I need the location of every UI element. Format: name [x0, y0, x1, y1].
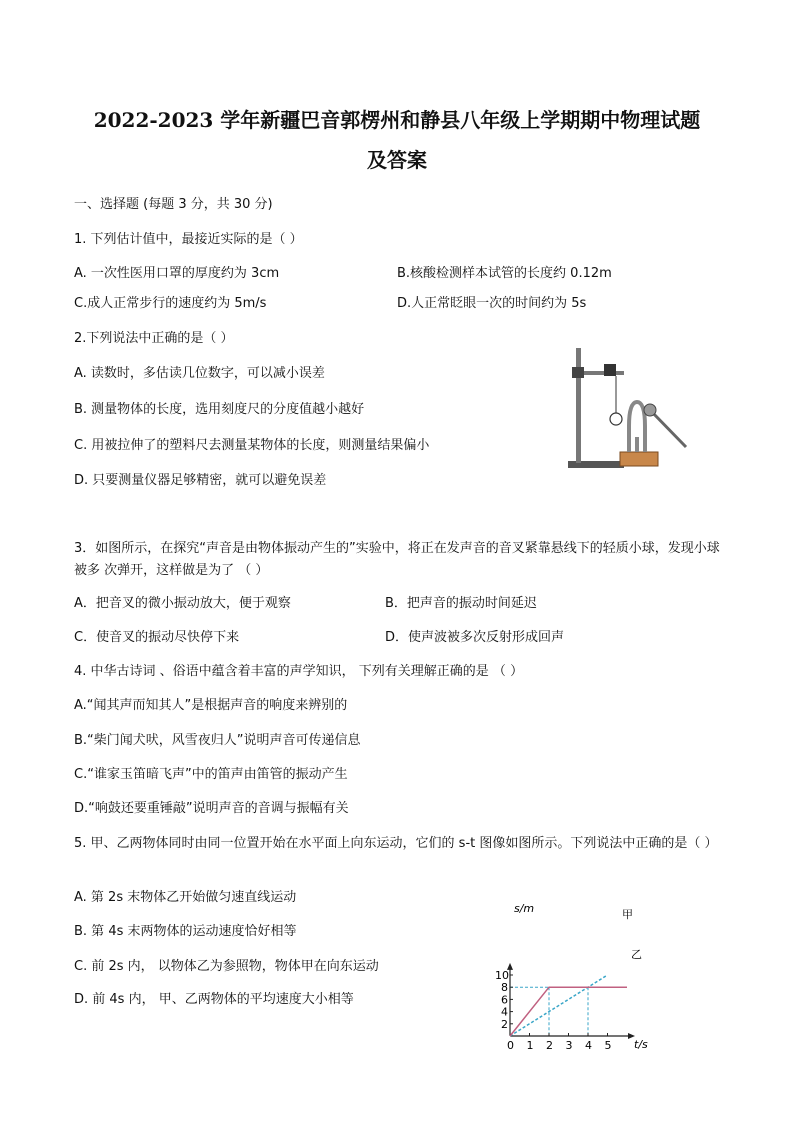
y-axis-label: s/m	[514, 902, 535, 915]
title-line-1: 2022-2023 学年新疆巴音郭楞州和静县八年级上学期期中物理试题	[93, 108, 701, 132]
q2-option-a: A. 读数时，多估读几位数字，可以减小误差	[74, 366, 325, 381]
arm-clamp	[604, 364, 616, 376]
y-tick-label: 4	[501, 1005, 508, 1019]
stand-rod	[576, 348, 581, 463]
y-tick-label: 6	[501, 993, 508, 1007]
q1-option-b: B.核酸检测样本试管的长度约 0.12m	[397, 266, 612, 281]
hammer-handle	[650, 410, 686, 447]
wooden-box	[620, 452, 658, 466]
hammer-head	[644, 404, 656, 416]
y-tick-label: 2	[501, 1017, 508, 1031]
q2-stem: 2.下列说法中正确的是（ ）	[74, 331, 234, 346]
q2-option-d: D. 只要测量仪器足够精密，就可以避免误差	[74, 473, 327, 488]
q5-option-b: B. 第 4s 末两物体的运动速度恰好相等	[74, 924, 297, 939]
q3-stem: 3．如图所示，在探究“声音是由物体振动产生的”实验中，将正在发声音的音叉紧靠悬线下的轻质小球，发现小球被多 次弹开，这样做是为了 （ ）	[74, 541, 720, 578]
stand-clamp	[572, 367, 584, 378]
q4-option-c: C.“谁家玉笛暗飞声”中的笛声由笛管的振动产生	[74, 767, 348, 782]
q5-option-d: D. 前 4s 内， 甲、乙两物体的平均速度大小相等	[74, 992, 354, 1007]
x-tick-label: 2	[546, 1039, 553, 1052]
q3-option-c: C．使音叉的振动尽快停下来	[74, 630, 240, 645]
q1-option-a: A. 一次性医用口罩的厚度约为 3cm	[74, 266, 280, 281]
series-label-yi: 乙	[631, 948, 642, 961]
q3-option-b: B．把声音的振动时间延迟	[385, 596, 537, 611]
q3-option-a: A．把音叉的微小振动放大，便于观察	[74, 596, 291, 611]
graph-ticks	[495, 969, 612, 1052]
tuning-fork-apparatus-figure	[562, 340, 702, 475]
q4-option-d: D.“响鼓还要重锤敲”说明声音的音调与振幅有关	[74, 801, 349, 816]
series-label-jia: 甲	[622, 908, 633, 921]
x-tick-label: 0	[507, 1039, 514, 1052]
q2-option-c: C. 用被拉伸了的塑料尺去测量某物体的长度，则测量结果偏小	[74, 438, 430, 453]
graph-axes	[507, 963, 635, 1039]
q4-option-a: A.“闻其声而知其人”是根据声音的响度来辨别的	[74, 698, 348, 713]
x-tick-label: 1	[526, 1039, 534, 1052]
series-line-yi	[510, 987, 627, 1036]
q5-option-c: C. 前 2s 内， 以物体乙为参照物，物体甲在向东运动	[74, 959, 379, 974]
light-ball	[610, 413, 622, 425]
x-axis-label: t/s	[634, 1038, 648, 1051]
graph-series	[510, 975, 627, 1036]
q4-stem: 4. 中华古诗词 、俗语中蕴含着丰富的声学知识， 下列有关理解正确的是 （ ）	[74, 664, 524, 679]
q1-option-c: C.成人正常步行的速度约为 5m/s	[74, 296, 267, 311]
series-line-jia	[510, 975, 608, 1036]
y-tick-label: 8	[501, 981, 508, 995]
q5-stem: 5. 甲、乙两物体同时由同一位置开始在水平面上向东运动，它们的 s-t 图像如图所示。下列说法中正确的是（ ）	[74, 836, 718, 851]
x-tick-label: 5	[604, 1039, 612, 1052]
x-tick-label: 4	[585, 1039, 592, 1052]
q2-option-b: B. 测量物体的长度，选用刻度尺的分度值越小越好	[74, 402, 365, 417]
x-tick-label: 3	[565, 1039, 573, 1052]
q3-option-d: D．使声波被多次反射形成回声	[385, 630, 565, 645]
q5-option-a: A. 第 2s 末物体乙开始做匀速直线运动	[74, 890, 297, 905]
title-line-2: 及答案	[367, 148, 427, 172]
q1-stem: 1. 下列估计值中，最接近实际的是（ ）	[74, 232, 303, 247]
y-tick-label: 10	[495, 969, 509, 982]
section-heading: 一、选择题 (每题 3 分，共 30 分)	[74, 197, 273, 212]
page-title	[40, 100, 754, 180]
q1-option-d: D.人正常眨眼一次的时间约为 5s	[397, 296, 587, 311]
q4-option-b: B.“柴门闻犬吠，风雪夜归人”说明声音可传递信息	[74, 733, 361, 748]
s-t-graph	[490, 898, 660, 1058]
